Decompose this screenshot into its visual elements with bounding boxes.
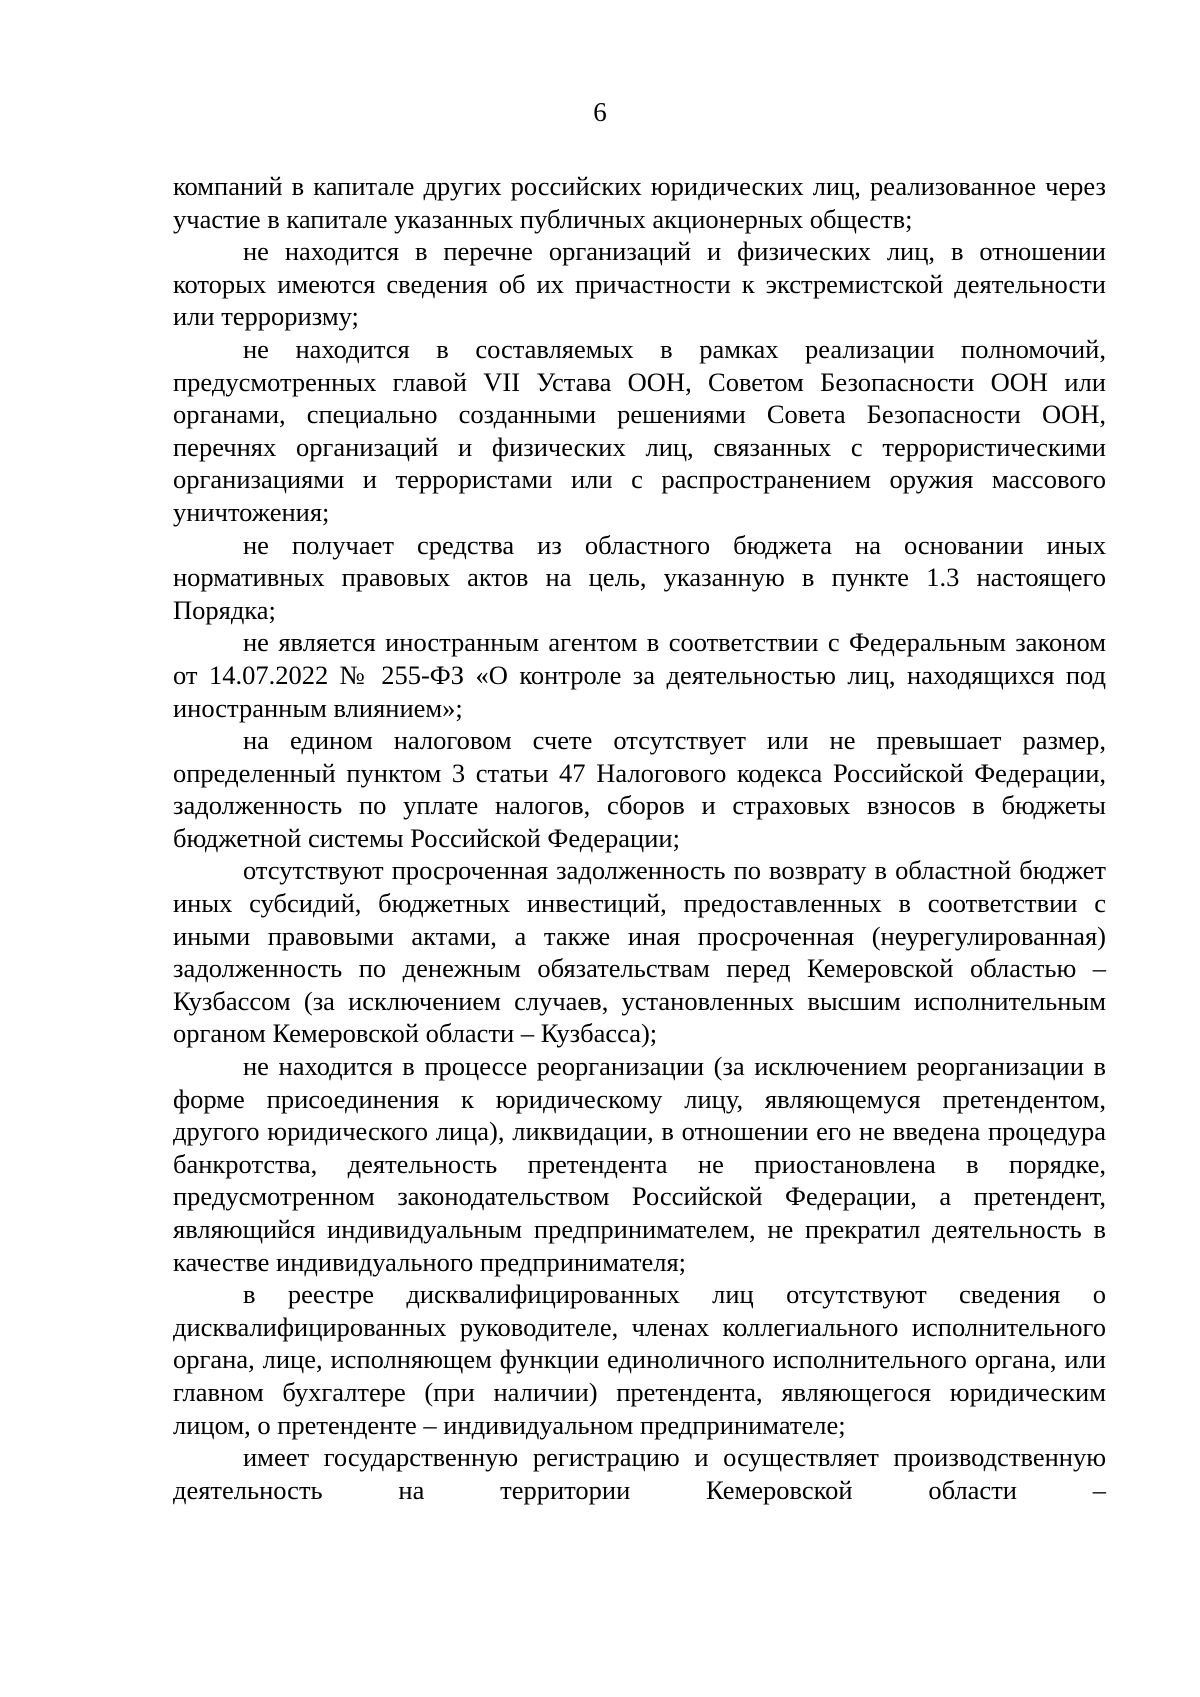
paragraph-disqualified-persons: в реестре дисквалифицированных лиц отсутствуют сведения о дисквалифицированных руководителе, членах коллегиального исполнительного органа, лице, исполняющем функции единоличного исполнительного органа, или главном бухгалтере (при наличии) претендента, являющегося юридическим лицом, о претенденте – индивидуальном предпринимателе;	[173, 1279, 1106, 1440]
paragraph-continuation: компаний в капитале других российских юридических лиц, реализованное через участие в капитале указанных публичных акционерных обществ;	[173, 171, 1106, 234]
paragraph-state-registration: имеет государственную регистрацию и осуществляет производственную деятельность на территории Кемеровской области –	[173, 1442, 1106, 1505]
paragraph-regional-budget: не получает средства из областного бюджета на основании иных нормативных правовых актов на цель, указанную в пункте 1.3 настоящего Порядка;	[173, 529, 1106, 625]
page-number: 6	[593, 97, 607, 127]
paragraph-tax-account: на едином налоговом счете отсутствует или не превышает размер, определенный пунктом 3 статьи 47 Налогового кодекса Российской Федерации, задолженность по уплате налогов, сборов и страховых взносов в бюджеты бюджетной системы Российской Федерации;	[173, 725, 1106, 853]
paragraph-extremism-list: не находится в перечне организаций и физических лиц, в отношении которых имеются сведения об их причастности к экстремистской деятельности или терроризму;	[173, 236, 1106, 332]
paragraph-foreign-agent: не является иностранным агентом в соответствии с Федеральным законом от 14.07.2022 № 255-ФЗ «О контроле за деятельностью лиц, находящихся под иностранным влиянием»;	[173, 627, 1106, 723]
paragraph-un-lists: не находится в составляемых в рамках реализации полномочий, предусмотренных главой VII Устава ООН, Советом Безопасности ООН или органами, специально созданными решениями Совета Безопасности ООН, перечнях организаций и физических лиц, связанных с террористическими организациями и террористами или с распространением оружия массового уничтожения;	[173, 333, 1106, 527]
paragraph-reorganization: не находится в процессе реорганизации (за исключением реорганизации в форме присоединения к юридическому лицу, являющемуся претендентом, другого юридического лица), ликвидации, в отношении его не введена процедура банкротства, деятельность претендента не приостановлена в порядке, предусмотренном законодательством Российской Федерации, а претендент, являющийся индивидуальным предпринимателем, не прекратил деятельность в качестве индивидуального предпринимателя;	[173, 1051, 1106, 1277]
paragraph-overdue-debt: отсутствуют просроченная задолженность по возврату в областной бюджет иных субсидий, бюджетных инвестиций, предоставленных в соответствии с иными правовыми актами, а также иная просроченная (неурегулированная) задолженность по денежным обязательствам перед Кемеровской областью – Кузбассом (за исключением случаев, установленных высшим исполнительным органом Кемеровской области – Кузбасса);	[173, 855, 1106, 1049]
document-body	[173, 170, 1106, 1506]
